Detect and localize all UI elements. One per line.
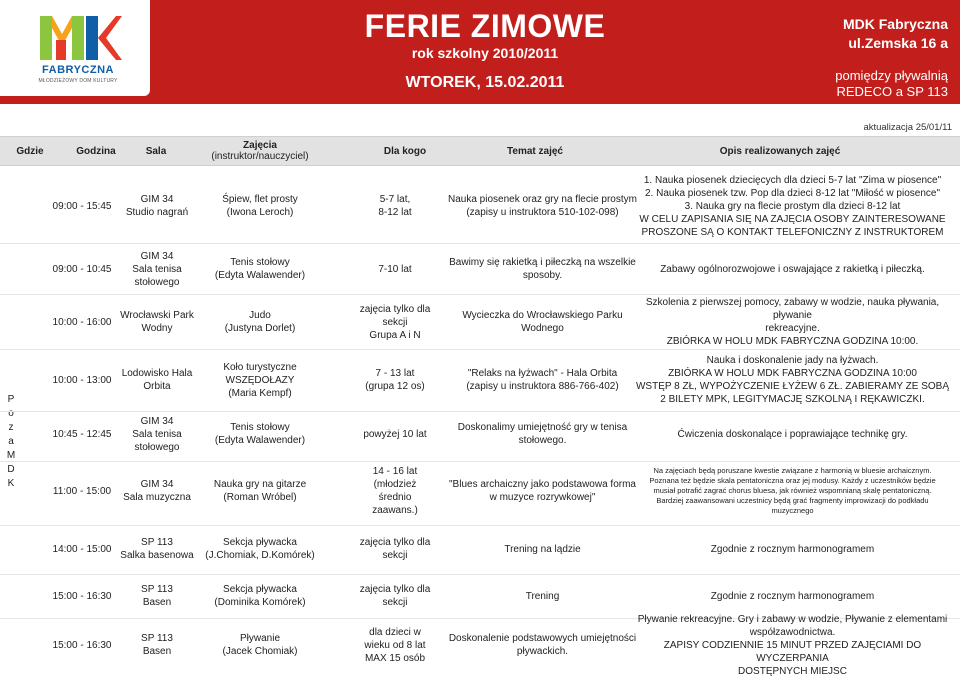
cell-line: Poznana też będzie skala pentatoniczna oraz jej modusy. Każdy z uczestników będzie xyxy=(649,476,936,485)
cell-opis xyxy=(630,577,955,615)
cell-line: musiał potrafić zagrać chorus bluesa, jak również wspomnianą skalę pentatoniczną. xyxy=(653,486,932,495)
cell-text xyxy=(636,354,949,406)
row-divider xyxy=(0,349,960,350)
cell-opis xyxy=(630,352,955,408)
cell-zajecia xyxy=(200,298,320,346)
cell-line: 09:00 - 10:45 xyxy=(52,263,112,275)
cell-line: 8-12 lat xyxy=(378,207,412,218)
cell-line: (młodzież xyxy=(373,479,417,490)
school-year: rok szkolny 2010/2011 xyxy=(411,45,559,61)
cell-text xyxy=(53,316,112,329)
cell-line: pływackich. xyxy=(516,646,569,657)
cell-text xyxy=(126,193,188,219)
cell-text xyxy=(526,590,560,603)
cell-text xyxy=(363,428,426,441)
cell-text xyxy=(120,309,194,335)
cell-dla-kogo xyxy=(350,527,440,571)
cell-line: SP 113 xyxy=(141,537,173,548)
cell-line: Zabawy ogólnorozwojowe i oswajające z rakietką i piłeczką. xyxy=(660,263,925,275)
col-zajecia xyxy=(205,137,315,165)
cell-line: ZBIÓRKA W HOLU MDK FABRYCZNA GODZINA 10:00 xyxy=(668,368,917,379)
cell-line: GIM 34 xyxy=(140,194,174,205)
cell-line: (Iwona Leroch) xyxy=(226,207,294,218)
cell-sala xyxy=(112,410,202,458)
cell-line: w muzyce rozrywkowej" xyxy=(489,492,596,503)
location-name: MDK Fabryczna xyxy=(842,16,948,32)
cell-line: (Justyna Dorlet) xyxy=(224,323,296,334)
poza-letter: z xyxy=(8,422,14,433)
cell-line: 15:00 - 16:30 xyxy=(52,590,112,602)
cell-temat xyxy=(440,577,645,615)
cell-dla-kogo xyxy=(350,577,440,615)
cell-line: 09:00 - 15:45 xyxy=(52,200,112,212)
cell-temat xyxy=(440,172,645,240)
cell-line: GIM 34 xyxy=(140,479,174,490)
row-divider xyxy=(0,243,960,244)
cell-line: zajęcia tylko dla xyxy=(359,537,431,548)
cell-zajecia xyxy=(200,620,320,670)
cell-text xyxy=(120,536,193,562)
cell-text xyxy=(222,193,298,219)
col-temat: Temat zajęć xyxy=(507,145,563,157)
cell-text xyxy=(711,543,874,556)
cell-line: Trening na lądzie xyxy=(504,543,581,555)
poza-letter: a xyxy=(8,436,14,447)
cell-text xyxy=(215,256,305,282)
logo-subtitle: MŁODZIEŻOWY DOM KULTURY xyxy=(38,78,118,84)
cell-text xyxy=(504,543,580,556)
cell-line: muzycznego xyxy=(771,506,814,515)
cell-line: Sala muzyczna xyxy=(123,492,191,503)
cell-line: 14 - 16 lat xyxy=(372,466,418,477)
cell-line: rekreacyjne. xyxy=(765,323,820,334)
cell-line: Bardziej zaawansowani uczestnicy będą grać fragmenty improwizacji do podkładu xyxy=(656,496,929,505)
cell-line: (Maria Kempf) xyxy=(228,387,292,399)
cell-line: ZBIÓRKA W HOLU MDK FABRYCZNA GODZINA 10:00. xyxy=(666,336,919,347)
col-opis: Opis realizowanych zajęć xyxy=(719,145,841,157)
cell-dla-kogo xyxy=(350,352,440,408)
poza-letter: o xyxy=(8,408,14,419)
cell-sala xyxy=(112,298,202,346)
logo xyxy=(0,0,150,96)
cell-temat xyxy=(440,527,645,571)
cell-line: WSTĘP 8 ZŁ, WYPOŻYCZENIE ŁYŻEW 6 ZŁ. ZABIERAMY ZE SOBĄ xyxy=(635,381,950,392)
cell-text xyxy=(449,478,636,504)
cell-text xyxy=(378,193,411,219)
cell-line: 5-7 lat, xyxy=(379,194,411,205)
cell-text xyxy=(372,465,418,517)
cell-line: Sala tenisa xyxy=(132,263,182,275)
cell-text xyxy=(639,174,945,239)
cell-line: 11:00 - 15:00 xyxy=(52,485,112,497)
cell-line: Szkolenia z pierwszej pomocy, zabawy w wodzie, nauka pływania, pływanie xyxy=(645,297,940,321)
cell-line: 7-10 lat xyxy=(378,263,412,275)
cell-opis xyxy=(630,172,955,240)
cell-sala xyxy=(112,527,202,571)
cell-text xyxy=(132,250,181,289)
cell-line: "Blues archaiczny jako podstawowa forma xyxy=(449,479,636,490)
update-date: aktualizacja 25/01/11 xyxy=(863,122,952,133)
cell-opis xyxy=(630,460,955,522)
cell-line: 7 - 13 lat xyxy=(375,368,415,379)
page-title: FERIE ZIMOWE xyxy=(364,8,606,44)
cell-dla-kogo xyxy=(350,460,440,522)
cell-line: Doskonalimy umiejętność gry w tenisa xyxy=(457,422,628,433)
poza-letter: D xyxy=(7,464,15,475)
cell-line: zajęcia tylko dla xyxy=(359,584,431,595)
cell-sala xyxy=(112,352,202,408)
cell-line: (Edyta Walawender) xyxy=(214,270,306,281)
cell-line: GIM 34 xyxy=(140,415,174,427)
cell-zajecia xyxy=(200,460,320,522)
cell-sala xyxy=(112,460,202,522)
cell-zajecia xyxy=(200,527,320,571)
cell-line: W CELU ZAPISANIA SIĘ NA ZAJĘCIA OSOBY ZAINTERESOWANE xyxy=(639,213,946,225)
cell-line: Sala tenisa xyxy=(132,428,182,440)
poza-letter: P xyxy=(7,394,15,405)
cell-line: 1. Nauka piosenek dziecięcych dla dzieci 5-7 lat "Zima w piosence" xyxy=(643,174,942,186)
cell-line: SP 113 xyxy=(141,584,173,595)
location-between-1: pomiędzy pływalnią xyxy=(835,68,948,83)
cell-text xyxy=(214,583,305,609)
cell-text xyxy=(462,309,622,335)
cell-text xyxy=(53,200,112,213)
cell-line: Nauka gry na gitarze xyxy=(213,479,307,490)
cell-text xyxy=(200,361,320,400)
cell-line: Sekcja pływacka xyxy=(223,584,297,595)
cell-text xyxy=(53,263,112,276)
cell-line: dla dzieci w xyxy=(369,626,421,638)
cell-opis xyxy=(630,298,955,346)
cell-line: 10:00 - 13:00 xyxy=(52,374,112,386)
cell-line: MAX 15 osób xyxy=(364,652,426,664)
cell-line: Lodowisko Hala xyxy=(121,368,193,379)
cell-dla-kogo xyxy=(350,247,440,291)
cell-line: 10:45 - 12:45 xyxy=(52,428,112,440)
cell-line: Zgodnie z rocznym harmonogramem xyxy=(710,543,875,555)
cell-line: sekcji xyxy=(382,316,408,328)
cell-line: Pływanie rekreacyjne. Gry i zabawy w wodzie, Pływanie z elementami xyxy=(637,613,948,625)
cell-line: Nauka i doskonalenie jady na łyżwach. xyxy=(706,355,879,366)
cell-line: Wodny xyxy=(141,323,173,334)
cell-text xyxy=(222,632,297,658)
cell-text xyxy=(649,466,935,516)
cell-line: Tenis stołowy xyxy=(230,422,290,433)
cell-text xyxy=(630,296,955,348)
cell-line: wieku od 8 lat xyxy=(364,639,426,651)
cell-zajecia xyxy=(200,172,320,240)
cell-line: (zapisy u instruktora 886-766-402) xyxy=(466,381,619,392)
cell-line: powyżej 10 lat xyxy=(363,428,427,440)
cell-text xyxy=(53,543,112,556)
cell-line: Basen xyxy=(142,646,172,657)
cell-line: sekcji xyxy=(382,597,408,608)
cell-text xyxy=(53,590,112,603)
cell-line: (Dominika Komórek) xyxy=(214,597,306,608)
cell-dla-kogo xyxy=(350,298,440,346)
cell-line: stołowego. xyxy=(518,435,567,446)
cell-text xyxy=(449,256,636,282)
cell-text xyxy=(141,583,173,609)
cell-text xyxy=(360,583,431,609)
cell-line: sekcji xyxy=(382,550,408,561)
cell-line: DOSTĘPNYCH MIEJSC xyxy=(738,665,847,677)
cell-line: Na zajęciach będą poruszane kwestie związane z harmonią w bluesie archaicznym. xyxy=(653,466,932,475)
logo-name: FABRYCZNA xyxy=(42,64,114,76)
cell-dla-kogo xyxy=(350,172,440,240)
cell-line: Sekcja pływacka xyxy=(223,537,297,548)
col-zajecia-sub: (instruktor/nauczyciel) xyxy=(211,151,309,162)
row-divider xyxy=(0,294,960,295)
cell-text xyxy=(448,193,637,219)
col-zajecia-title: Zajęcia xyxy=(243,140,277,151)
cell-line: Bawimy się rakietką i piłeczką na wszelkie xyxy=(449,257,636,268)
cell-line: Śpiew, flet prosty xyxy=(222,194,298,205)
cell-zajecia xyxy=(200,577,320,615)
cell-opis xyxy=(630,410,955,458)
cell-temat xyxy=(440,247,645,291)
cell-line: Pływanie xyxy=(239,633,281,644)
cell-line: (Jacek Chomiak) xyxy=(222,646,298,657)
location-between-2: REDECO a SP 113 xyxy=(836,84,948,99)
cell-text xyxy=(364,626,425,665)
cell-sala xyxy=(112,620,202,670)
cell-line: Judo xyxy=(249,310,271,321)
cell-opis xyxy=(630,247,955,291)
cell-text xyxy=(53,374,112,387)
cell-text xyxy=(141,632,173,658)
cell-text xyxy=(53,428,112,441)
table-header xyxy=(0,136,960,166)
col-godzina: Godzina xyxy=(76,145,116,157)
cell-text xyxy=(378,263,411,276)
cell-zajecia xyxy=(200,352,320,408)
cell-sala xyxy=(112,247,202,291)
cell-text xyxy=(660,263,925,276)
cell-text xyxy=(132,415,181,454)
cell-text xyxy=(449,632,636,658)
cell-line: 2 BILETY MPK, LEGITYMACJĘ SZKOLNĄ I RĘKAWICZKI. xyxy=(660,394,925,405)
cell-text xyxy=(214,478,306,504)
cell-line: Orbita xyxy=(143,381,171,392)
cell-line: Nauka piosenek oraz gry na flecie prostym xyxy=(448,194,637,205)
cell-opis xyxy=(630,613,955,677)
col-gdzie: Gdzie xyxy=(16,145,44,157)
cell-line: średnio xyxy=(378,492,412,503)
cell-text xyxy=(458,421,628,447)
cell-text xyxy=(630,613,955,678)
cell-line: stołowego xyxy=(134,441,180,453)
cell-line: Ćwiczenia doskonalące i poprawiające technikę gry. xyxy=(677,428,908,440)
cell-line: sposoby. xyxy=(522,270,563,281)
cell-text xyxy=(122,367,193,393)
cell-line: 10:00 - 16:00 xyxy=(52,316,112,328)
cell-zajecia xyxy=(200,410,320,458)
cell-line: (J.Chomiak, D.Komórek) xyxy=(205,550,315,561)
col-dla-kogo: Dla kogo xyxy=(383,145,427,157)
cell-line: współzawodnictwa. xyxy=(749,626,836,638)
cell-text xyxy=(53,485,111,498)
poza-mdk-label xyxy=(0,352,22,532)
poza-letter: M xyxy=(6,450,16,461)
row-divider xyxy=(0,525,960,526)
cell-line: 14:00 - 15:00 xyxy=(52,543,112,555)
cell-text xyxy=(360,536,431,562)
cell-text xyxy=(678,428,908,441)
cell-sala xyxy=(112,577,202,615)
cell-text xyxy=(365,367,424,393)
cell-text xyxy=(53,639,112,652)
cell-line: "Relaks na łyżwach" - Hala Orbita xyxy=(467,368,618,379)
cell-line: 2. Nauka piosenek tzw. Pop dla dzieci 8-12 lat "Miłość w piosence" xyxy=(644,187,941,199)
cell-line: Wodnego xyxy=(521,323,564,334)
cell-line: Zgodnie z rocznym harmonogramem xyxy=(710,590,875,602)
cell-line: (zapisy u instruktora 510-102-098) xyxy=(466,207,619,218)
cell-line: SP 113 xyxy=(141,633,173,644)
cell-temat xyxy=(440,460,645,522)
cell-text xyxy=(711,590,874,603)
cell-line: Trening xyxy=(525,590,560,602)
cell-line: Grupa A i N xyxy=(369,329,421,341)
cell-line: Tenis stołowy xyxy=(230,257,290,268)
cell-opis xyxy=(630,527,955,571)
location-address: ul.Zemska 16 a xyxy=(848,35,948,51)
cell-line: PROSZONE SĄ O KONTAKT TELEFONICZNY Z INSTRUKTOREM xyxy=(641,226,944,238)
cell-line: GIM 34 xyxy=(140,250,174,262)
cell-line: zajęcia tylko dla xyxy=(359,303,431,315)
poza-letter: K xyxy=(7,478,15,489)
cell-text xyxy=(215,421,305,447)
cell-zajecia xyxy=(200,247,320,291)
cell-text xyxy=(466,367,618,393)
cell-line: Salka basenowa xyxy=(120,550,194,561)
cell-line: Basen xyxy=(142,597,172,608)
cell-sala xyxy=(112,172,202,240)
cell-temat xyxy=(440,620,645,670)
col-sala: Sala xyxy=(145,145,167,157)
cell-temat xyxy=(440,298,645,346)
day-date: WTOREK, 15.02.2011 xyxy=(405,74,565,91)
cell-line: Wrocławski Park xyxy=(120,310,194,321)
cell-line: Koło turystyczne WSZĘDOŁAZY xyxy=(223,361,297,386)
cell-line: Wycieczka do Wrocławskiego Parku xyxy=(462,310,623,321)
cell-text xyxy=(360,303,431,342)
cell-temat xyxy=(440,410,645,458)
cell-text xyxy=(123,478,191,504)
cell-line: Studio nagrań xyxy=(125,207,189,218)
cell-line: stołowego xyxy=(134,276,180,288)
cell-dla-kogo xyxy=(350,620,440,670)
cell-text xyxy=(225,309,296,335)
cell-line: Doskonalenie podstawowych umiejętności xyxy=(448,633,637,644)
page-header xyxy=(0,0,960,104)
cell-line: zaawans.) xyxy=(372,505,418,516)
cell-line: (grupa 12 os) xyxy=(365,381,425,392)
cell-line: 15:00 - 16:30 xyxy=(52,639,112,651)
row-divider xyxy=(0,574,960,575)
cell-line: 3. Nauka gry na flecie prostym dla dzieci 8-12 lat xyxy=(684,200,901,212)
cell-dla-kogo xyxy=(350,410,440,458)
cell-temat xyxy=(440,352,645,408)
cell-line: (Edyta Walawender) xyxy=(214,435,306,446)
cell-line: (Roman Wróbel) xyxy=(223,492,297,503)
cell-line: ZAPISY CODZIENNIE 15 MINUT PRZED ZAJĘCIAMI DO WYCZERPANIA xyxy=(663,639,922,664)
mdk-logo-icon xyxy=(36,10,122,64)
cell-text xyxy=(205,536,314,562)
